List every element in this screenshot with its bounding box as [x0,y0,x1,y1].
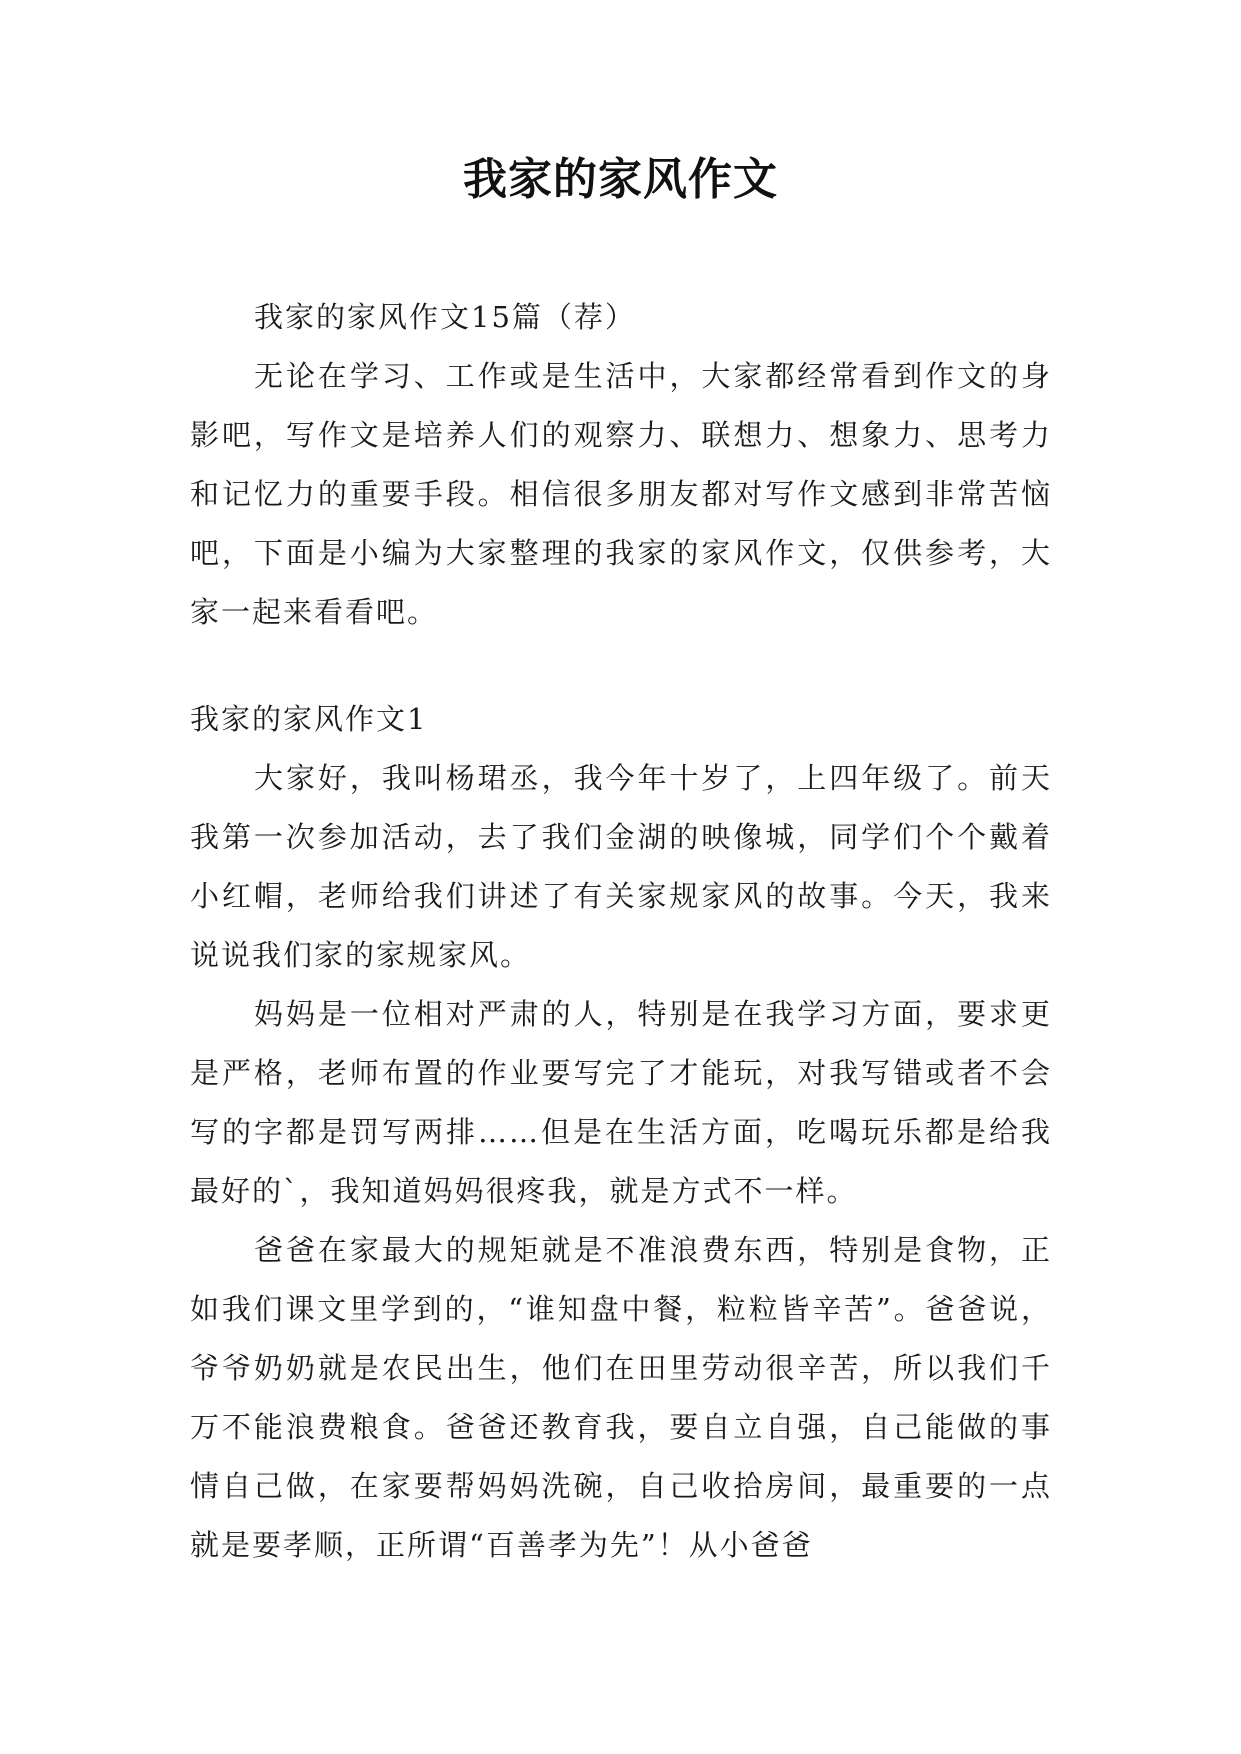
document-title: 我家的家风作文 [463,154,778,205]
body-paragraph: 大家好，我叫杨珺丞，我今年十岁了，上四年级了。前天我第一次参加活动，去了我们金湖的映像城，同学们个个戴着小红帽，老师给我们讲述了有关家规家风的故事。今天，我来说说我们家的家规家风。 [190,761,1052,972]
body-paragraph: 爸爸在家最大的规矩就是不准浪费东西，特别是食物，正如我们课文里学到的，“谁知盘中餐，粒粒皆辛苦”。爸爸说，爷爷奶奶就是农民出生，他们在田里劳动很辛苦，所以我们千万不能浪费粮食。爸爸还教育我，要自立自强，自己能做的事情自己做，在家要帮妈妈洗碗，自己收拾房间，最重要的一点就是要孝顺，正所谓“百善孝为先”！从小爸爸 [190,1233,1052,1562]
intro-paragraph: 无论在学习、工作或是生活中，大家都经常看到作文的身影吧，写作文是培养人们的观察力、联想力、想象力、思考力和记忆力的重要手段。相信很多朋友都对写作文感到非常苦恼吧，下面是小编为大家整理的我家的家风作文，仅供参考，大家一起来看看吧。 [190,359,1052,629]
document-body [190,288,1052,1575]
section-heading: 我家的家风作文1 [190,702,428,736]
document-subtitle: 我家的家风作文15篇（荐） [254,300,636,334]
section-gap [190,642,1052,690]
body-paragraph: 妈妈是一位相对严肃的人，特别是在我学习方面，要求更是严格，老师布置的作业要写完了才能玩，对我写错或者不会写的字都是罚写两排……但是在生活方面，吃喝玩乐都是给我最好的`，我知道妈妈很疼我，就是方式不一样。 [190,997,1052,1208]
